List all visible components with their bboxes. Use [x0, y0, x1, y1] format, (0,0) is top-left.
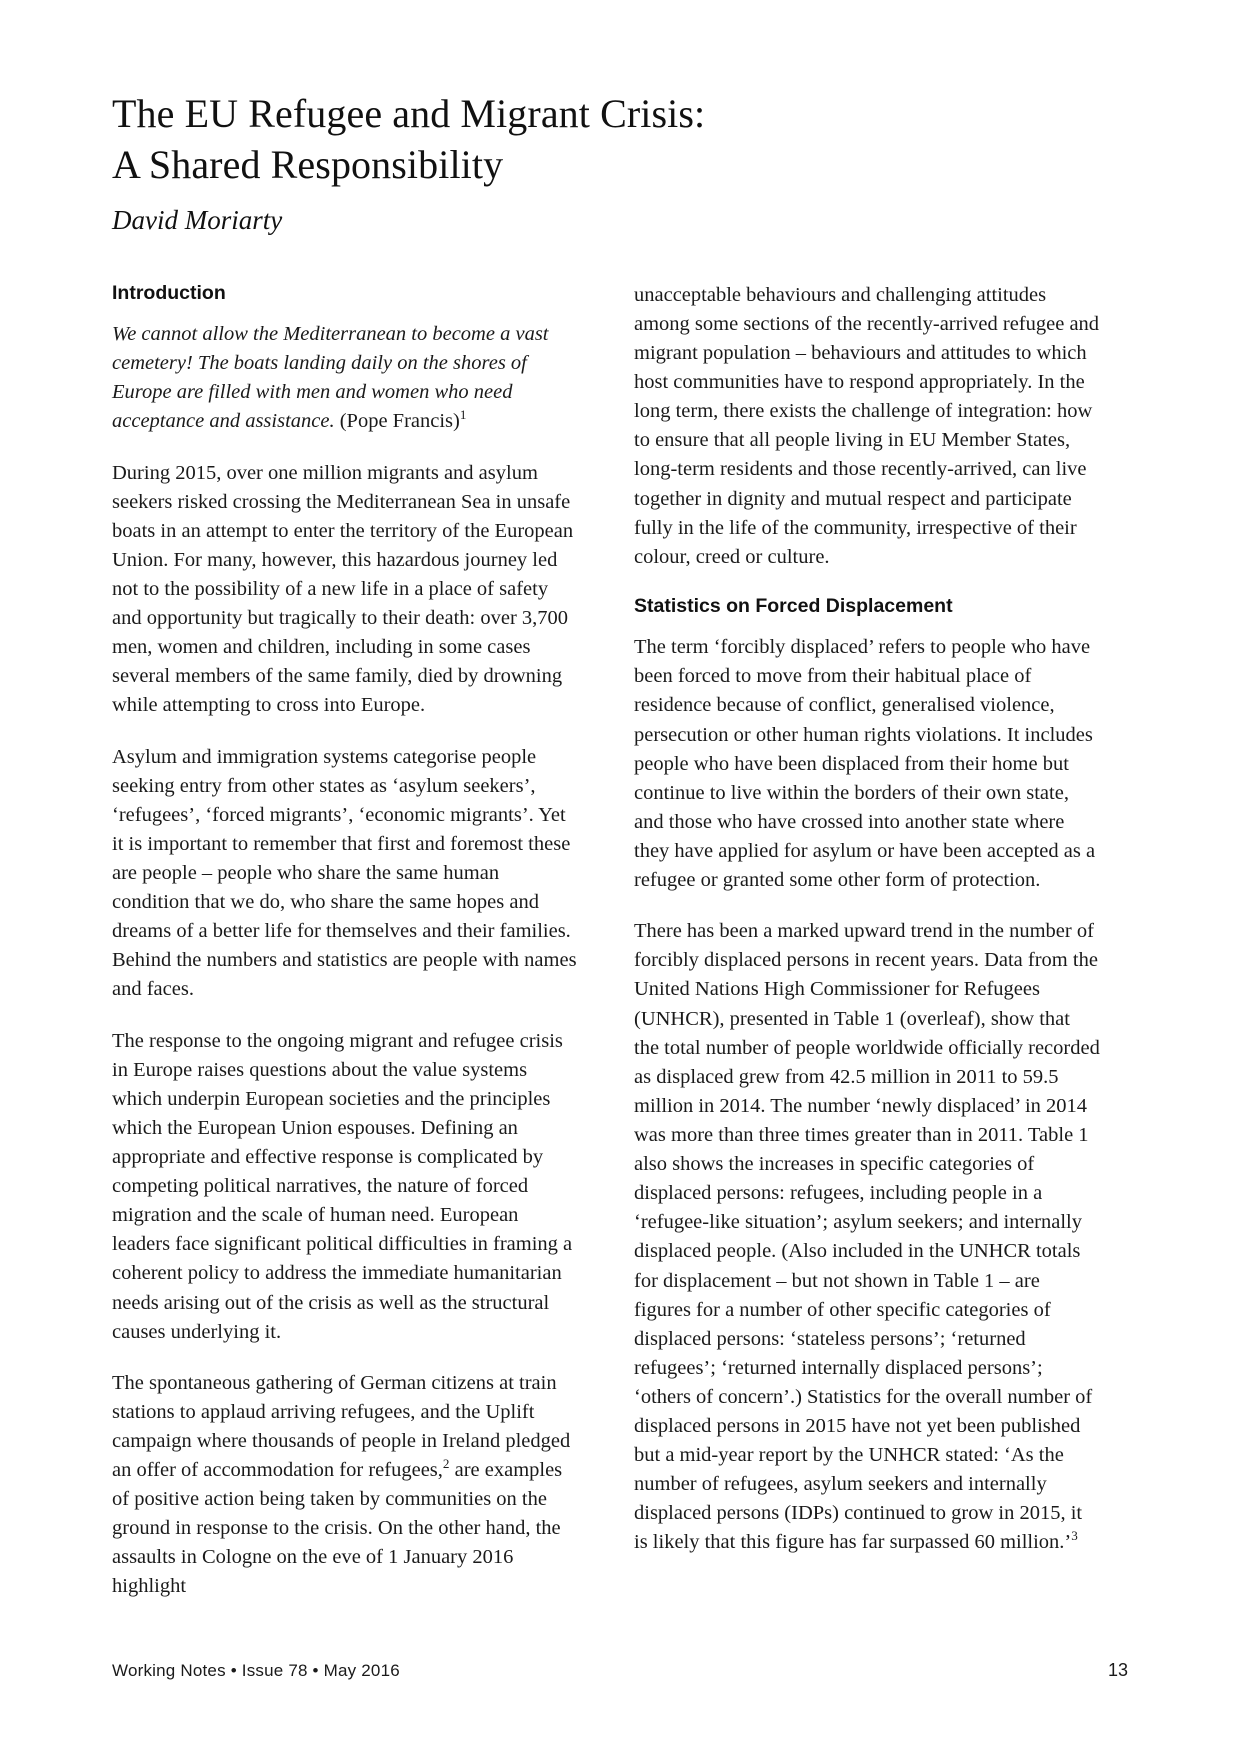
paragraph: During 2015, over one million migrants and asylum seekers risked crossing the Mediterranean Sea in unsafe boats in an attempt to enter the territory of the European Union. For many, however, this hazardous journey led not to the possibility of a new life in a place of safety and opportunity but tragically to their death: over 3,700 men, women and children, including in some cases several members of the same family, died by drowning while attempting to cross into Europe.	[112, 461, 574, 717]
paragraph-part-2: are examples of positive action being taken by communities on the ground in response to the crisis. On the other hand, the assaults in Cologne on the eve of 1 January 2016 highlight	[112, 1459, 563, 1598]
paragraph-part-1: The spontaneous gathering of German citizens at train stations to applaud arriving refugees, and the Uplift campaign where thousands of people in Ireland pledged an offer of accommodation for refugees,	[112, 1371, 571, 1482]
paragraph: The response to the ongoing migrant and refugee crisis in Europe raises questions about the value systems which underpin European societies and the principles which the European Union espouses. Defining an appropriate and effective response is complicated by competing political narratives, the nature of forced migration and the scale of human need. European leaders face significant political difficulties in framing a coherent policy to address the immediate humanitarian needs arising out of the crisis as well as the structural causes underlying it.	[112, 1029, 573, 1343]
page-title	[112, 88, 1128, 190]
title-line-2: A Shared Responsibility	[112, 142, 504, 188]
paragraph-with-footnote	[112, 1369, 578, 1602]
footer-page-number: 13	[1107, 1660, 1128, 1680]
paragraph: The term ‘forcibly displaced’ refers to people who have been forced to move from their habitual place of residence because of conflict, generalised violence, persecution or other human rights violations. It includes people who have been displaced from their home but continue to live within the borders of their own state, and those who have crossed into another state where they have applied for asylum or have been accepted as a refugee or granted some other form of protection.	[634, 636, 1096, 892]
footnote-marker-3: 3	[1071, 1528, 1078, 1544]
footnote-marker-2: 2	[442, 1456, 450, 1472]
title-line-1: The EU Refugee and Migrant Crisis:	[112, 91, 706, 136]
pull-quote	[112, 320, 578, 436]
left-column	[112, 281, 578, 1624]
pull-quote-text: We cannot allow the Mediterranean to become a vast cemetery! The boats landing daily on the shores of Europe are filled with men and women who need acceptance and assistance.	[112, 323, 549, 433]
section-heading-statistics: Statistics on Forced Displacement	[634, 594, 953, 617]
right-column	[634, 281, 1100, 1580]
article-columns	[112, 281, 1128, 1624]
author-name: David Moriarty	[112, 205, 283, 236]
section-heading-introduction: Introduction	[112, 281, 226, 304]
page-footer	[112, 1660, 1128, 1681]
paragraph-part-1: There has been a marked upward trend in the number of forcibly displaced persons in recent years. Data from the United Nations High Commissioner for Refugees (UNHCR), presented in Table 1 (overleaf), show that the total number of people worldwide officially recorded as displaced grew from 42.5 million in 2011 to 59.5 million in 2014. The number ‘newly displaced’ in 2014 was more than three times greater than in 2011. Table 1 also shows the increases in specific categories of displaced persons: refugees, including people in a ‘refugee-like situation’; asylum seekers; and internally displaced people. (Also included in the UNHCR totals for displacement – but not shown in Table 1 – are figures for a number of other specific categories of displaced persons: ‘stateless persons’; ‘returned refugees’; ‘returned internally displaced persons’; ‘others of concern’.) Statistics for the overall number of displaced persons in 2015 have not yet been published but a mid-year report by the UNHCR stated: ‘As the number of refugees, asylum seekers and internally displaced persons (IDPs) continued to grow in 2015, it is likely that this figure has far surpassed 60 million.’	[634, 920, 1100, 1554]
paragraph: Asylum and immigration systems categorise people seeking entry from other states as ‘asylum seekers’, ‘refugees’, ‘forced migrants’, ‘economic migrants’. Yet it is important to remember that first and foremost these are people – people who share the same human condition that we do, who share the same hopes and dreams of a better life for themselves and their families. Behind the numbers and statistics are people with names and faces.	[112, 745, 577, 1001]
footer-publication: Working Notes • Issue 78 • May 2016	[112, 1661, 400, 1680]
pull-quote-attribution: (Pope Francis)	[339, 410, 460, 433]
paragraph-with-footnote	[634, 917, 1100, 1557]
footnote-marker-1: 1	[459, 407, 467, 423]
paragraph-continuation: unacceptable behaviours and challenging attitudes among some sections of the recently-arrived refugee and migrant population – behaviours and attitudes to which host communities have to respond appropriately. In the long term, there exists the challenge of integration: how to ensure that all people living in EU Member States, long-term residents and those recently-arrived, can live together in dignity and mutual respect and participate fully in the life of the community, irrespective of their colour, creed or culture.	[634, 283, 1100, 568]
